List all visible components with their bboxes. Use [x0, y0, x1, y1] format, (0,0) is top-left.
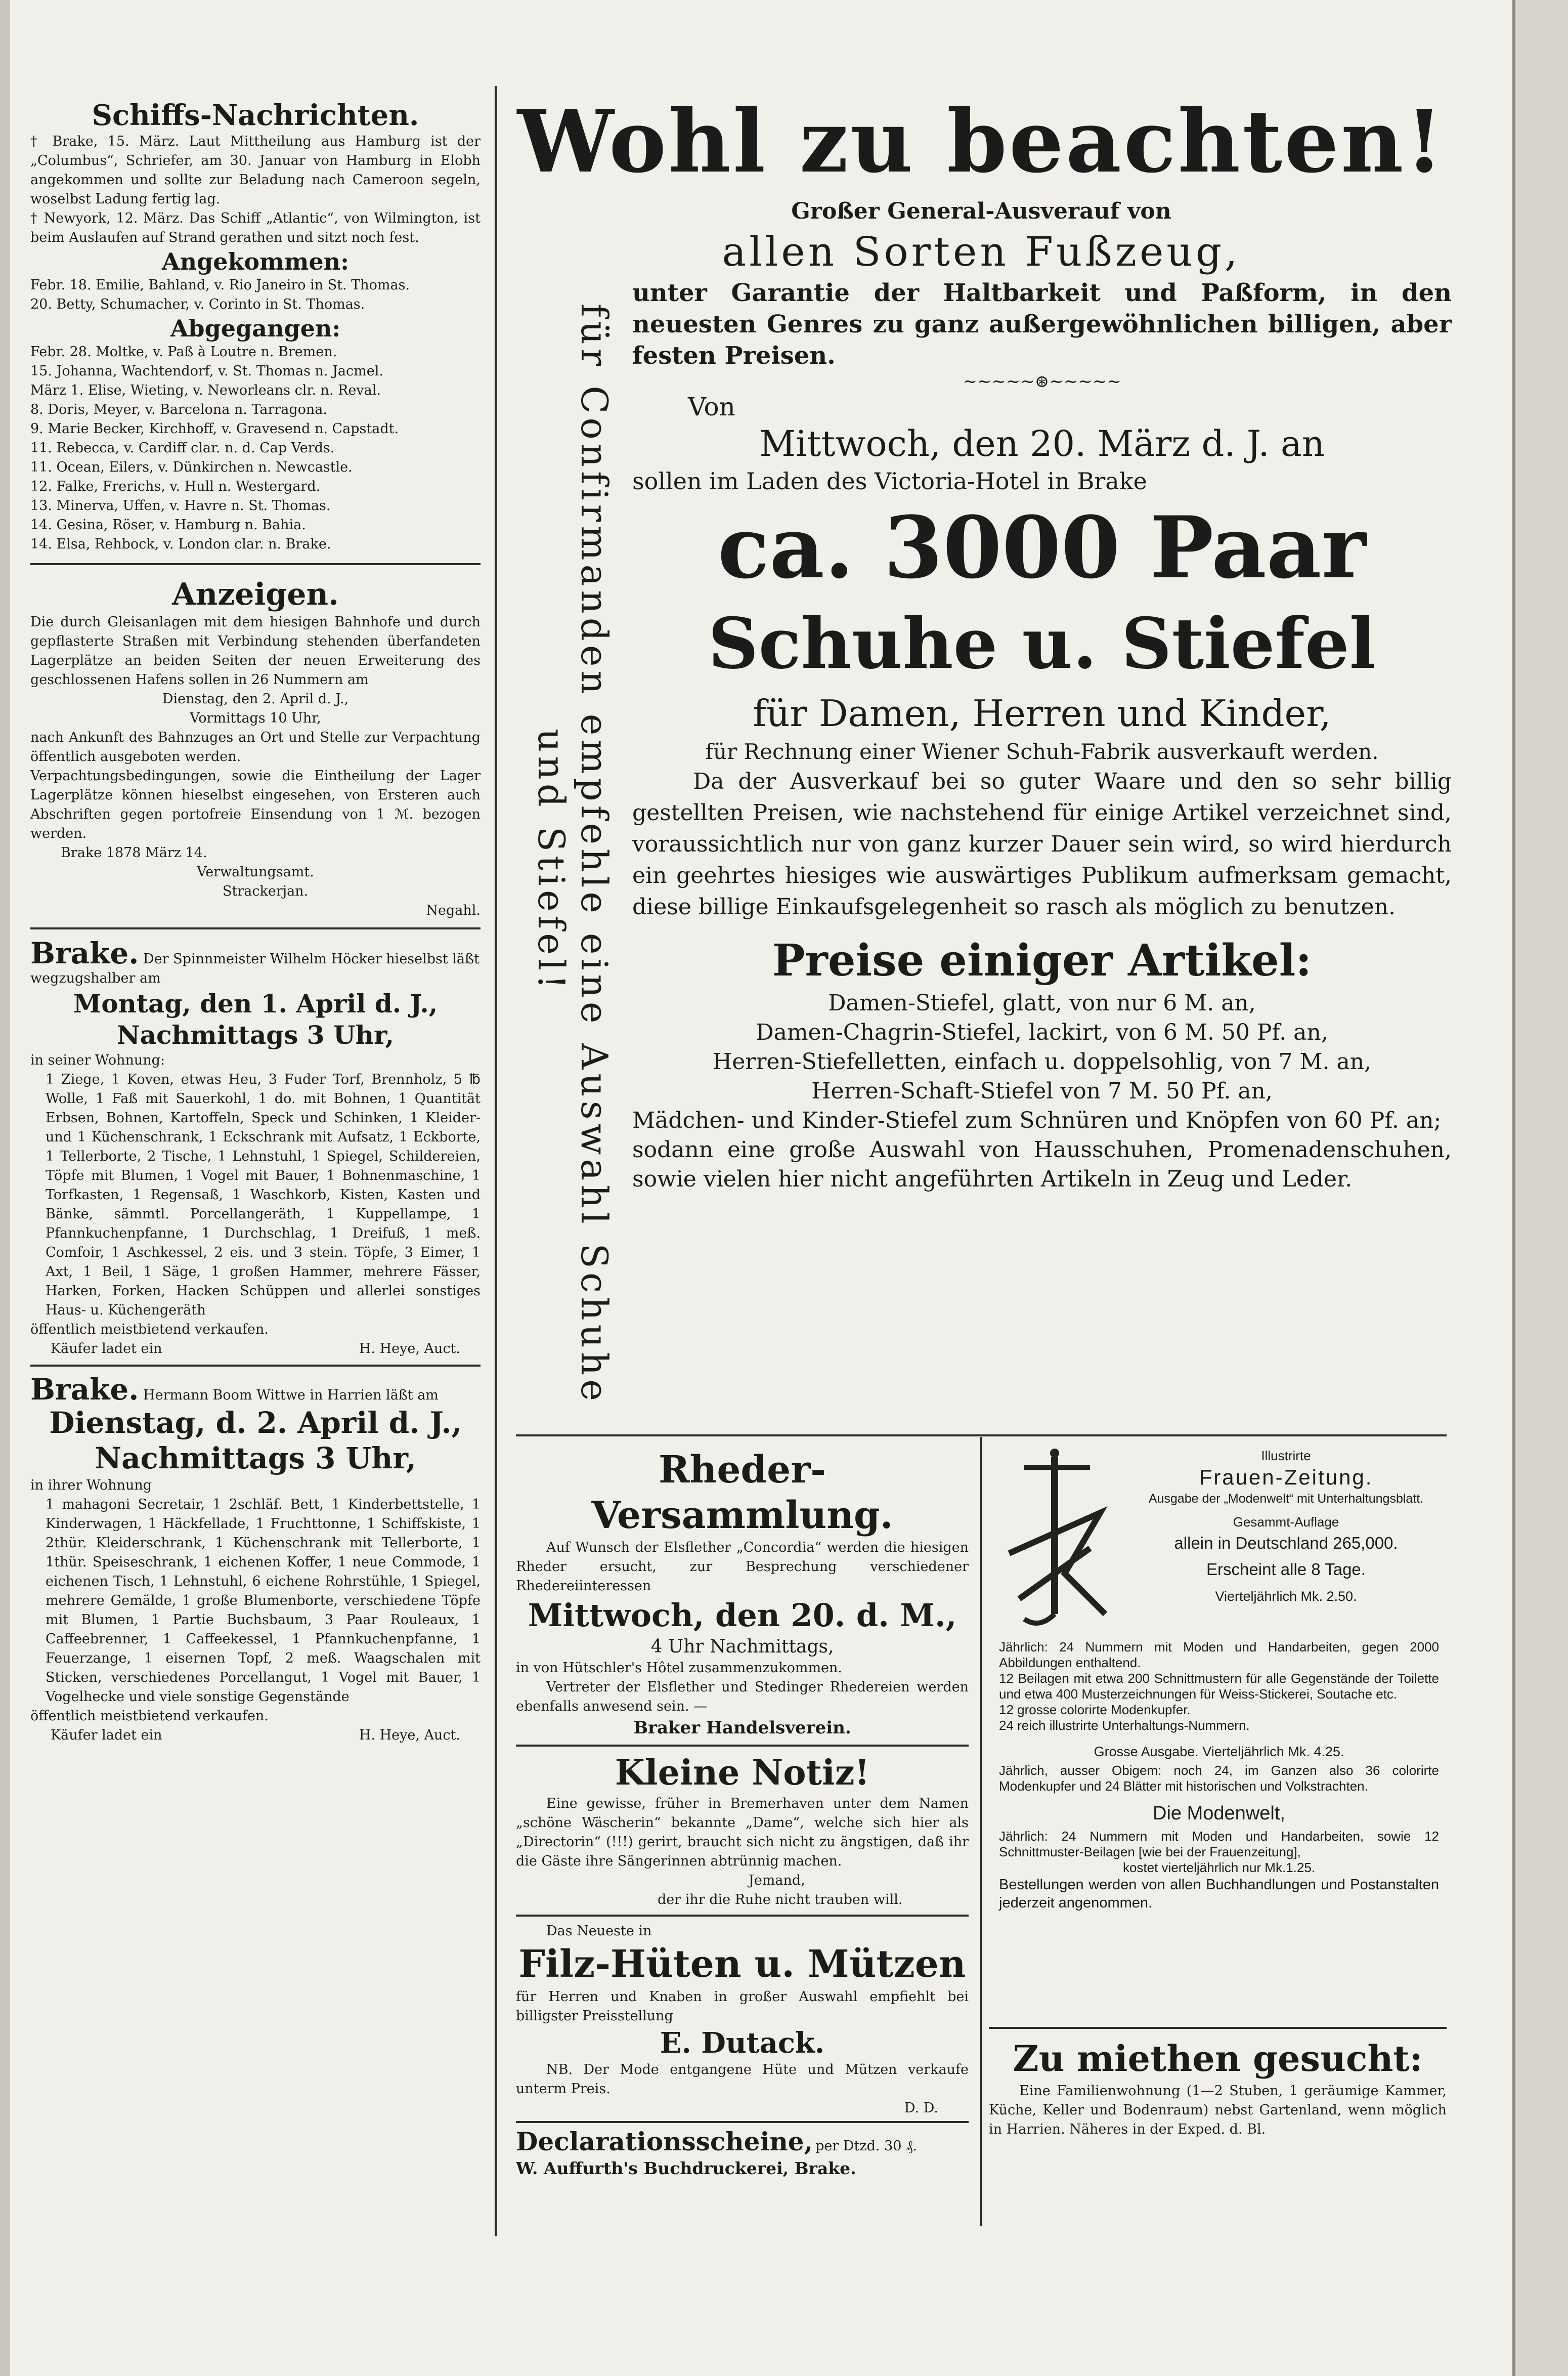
rheder-ad	[516, 1447, 969, 1739]
hats-text: für Herren und Knaben in großer Auswahl empfiehlt bei billigster Preisstellung	[516, 1989, 969, 2024]
hats-top: Das Neueste in	[546, 1923, 652, 1939]
rheder-date: Mittwoch, den 20. d. M.,	[528, 1597, 957, 1634]
page-edge	[1512, 0, 1568, 2376]
frauen-body	[999, 1639, 1439, 1912]
anzeigen-sign-2: Negahl.	[426, 903, 481, 918]
auction-2-items: 1 mahagoni Secretair, 1 2schläf. Bett, 1 Kinderbettstelle, 1 Kinderwagen, 1 Häckfellade, 1 Fruchttonne, 1 Schiffskiste, 1 2thür. Kleiderschrank, 1 Küchenschrank mit Tellerborte, 1 1thür. Speiseschrank, 1 eichenen Koffer, 1 neue Commode, 1 eichenen Tisch, 1 Lehnstuhl, 6 eichene Rohrstühle, 1 Spiegel, mehrere Gemälde, 1 große Blumenborte, verschiedene Töpfe mit Blumen, 1 Partie Buchsbaum, 3 Paar Rouleaux, 1 Caffeebrenner, 1 Caffeekessel, 1 Pfannkuchenpfanne, 1 Feuerzange, 1 eisernen Topf, 2 meß. Waagschalen mit Sticken, verschiedenes Porcellangut, 1 Vogel mit Bauer, 1 Vogelhecke und viele sonstige Gegenstände	[46, 1497, 481, 1705]
notiz-sign-1: Jemand,	[749, 1873, 805, 1888]
anzeigen-title: Anzeigen.	[172, 577, 339, 612]
ad-date: Mittwoch, den 20. März d. J. an	[759, 423, 1325, 464]
rheder-text: Auf Wunsch der Elsflether „Concordia“ werden die hiesigen Rheder ersucht, zur Besprechung verschiedener Rhedereiinteressen	[516, 1540, 969, 1594]
departed-line: 14. Elsa, Rehbock, v. London clar. n. Brake.	[30, 536, 331, 552]
hats-sign: E. Dutack.	[660, 2026, 825, 2060]
anzeigen-section	[30, 576, 481, 920]
ad-for: für Damen, Herren und Kinder,	[753, 692, 1331, 735]
auction-2-time: Nachmittags 3 Uhr,	[95, 1441, 416, 1475]
frauen-l11: 24 reich illustrirte Unterhaltungs-Nummern.	[999, 1718, 1250, 1733]
notiz-text: Eine gewisse, früher in Bremerhaven unter dem Namen „schöne Wäscherin“ bekannte „Dame“, welche sich hier als „Directorin“ (!!!) gerirt, braucht sich nicht zu ängstigen, daß ihr die Gäste ihre Sängerinnen abtrünnig machen.	[516, 1796, 969, 1869]
departed-line: 12. Falke, Frerichs, v. Hull n. Westergard.	[30, 479, 321, 494]
anzeigen-sign-1: Strackerjan.	[223, 883, 309, 899]
frauen-l2: Frauen-Zeitung.	[1199, 1465, 1373, 1489]
frauen-l14: Die Modenwelt,	[1153, 1803, 1285, 1824]
ships-news-1: † Brake, 15. März. Laut Mittheilung aus Hamburg ist der „Columbus“, Schriefer, am 30. Januar von Hamburg in Elobh angekommen und sollte zur Beladung nach Cameroon segeln, woselbst Ladung fertig lag.	[30, 134, 481, 207]
auction-2-date: Dienstag, d. 2. April d. J.,	[49, 1406, 462, 1440]
miethen-ad	[989, 2036, 1447, 2139]
price-line: Herren-Schaft-Stiefel von 7 M. 50 Pf. an,	[811, 1078, 1273, 1104]
departed-line: 14. Gesina, Röser, v. Hamburg n. Bahia.	[30, 517, 306, 533]
departed-line: 9. Marie Becker, Kirchhoff, v. Gravesend n. Capstadt.	[30, 421, 399, 437]
anzeigen-time: Vormittags 10 Uhr,	[190, 710, 321, 726]
frauen-l7: Vierteljährlich Mk. 2.50.	[1215, 1589, 1357, 1604]
frauen-l16: kostet vierteljährlich nur Mk.1.25.	[1122, 1860, 1316, 1875]
ships-news-2: † Newyork, 12. März. Das Schiff „Atlantic“, von Wilmington, ist beim Auslaufen auf Strand gerathen und sitzt noch fest.	[30, 210, 481, 245]
price-line: Damen-Chagrin-Stiefel, lackirt, von 6 M. 50 Pf. an,	[756, 1020, 1328, 1045]
middle-lower-column	[516, 1447, 969, 2226]
frauen-zeitung-ad	[989, 1447, 1447, 2019]
departed-line: 15. Johanna, Wachtendorf, v. St. Thomas n. Jacmel.	[30, 363, 383, 379]
hats-nb-sign: D. D.	[904, 2100, 938, 2116]
auction-1-footer-right: H. Heye, Auct.	[359, 1341, 460, 1356]
prices-title: Preise einiger Artikel:	[772, 935, 1312, 986]
divider	[516, 1915, 969, 1917]
auction-2-end: öffentlich meistbietend verkaufen.	[30, 1708, 269, 1724]
ad-tail: sodann eine große Auswahl von Hausschuhen, Promenadenschuhen, sowie vielen hier nicht angeführten Artikeln in Zeug und Leder.	[632, 1137, 1452, 1192]
frauen-l3: Ausgabe der „Modenwelt“ mit Unterhaltungsblatt.	[1148, 1492, 1424, 1506]
anzeigen-text: Die durch Gleisanlagen mit dem hiesigen Bahnhofe und durch gepflasterte Straßen mit Verbindung stehenden überfandeten Lagerplätze an beiden Seiten der neuen Erweiterung des geschlossenen Hafens sollen in 26 Nummern am	[30, 614, 481, 688]
divider	[989, 2027, 1447, 2029]
miethen-title: Zu miethen gesucht:	[1013, 2038, 1423, 2080]
right-lower-column	[989, 1447, 1447, 2226]
rheder-text-2: Vertreter der Elsflether und Stedinger Rhedereien werden ebenfalls anwesend sein. —	[516, 1679, 969, 1714]
auction-1-time: Nachmittags 3 Uhr,	[116, 1020, 395, 1050]
rheder-title: Rheder-Versammlung.	[591, 1448, 893, 1537]
binding-fold	[0, 0, 10, 2376]
departed-line: 11. Rebecca, v. Cardiff clar. n. d. Cap Verds.	[30, 440, 335, 456]
price-line: Mädchen- und Kinder-Stiefel zum Schnüren und Knöpfen von 60 Pf. an;	[632, 1108, 1442, 1133]
auction-1-footer	[30, 1339, 481, 1359]
ad-for-2: für Rechnung einer Wiener Schuh-Fabrik ausverkauft werden.	[705, 739, 1379, 764]
departed-title: Abgegangen:	[170, 315, 341, 342]
anzeigen-text-3: Verpachtungsbedingungen, sowie die Eintheilung der Lager Lagerplätze können hieselbst eingesehen, von Ersteren auch Abschriften gegen portofreie Einsendung von 1 ℳ. bezogen werden.	[30, 768, 481, 841]
auction-1-end: öffentlich meistbietend verkaufen.	[30, 1322, 269, 1337]
decl-price: per Dtzd. 30 ₰.	[815, 2138, 918, 2154]
auction-2-intro: Hermann Boom Wittwe in Harrien läßt am	[143, 1387, 439, 1403]
auction-1-header	[30, 938, 481, 988]
hats-nb: NB. Der Mode entgangene Hüte und Mützen verkaufe unterm Preis.	[516, 2062, 969, 2097]
divider	[516, 2121, 969, 2123]
ad-vertical-1: für Confirmanden empfehle eine Auswahl Schuhe	[573, 304, 616, 1405]
frauen-l15: Jährlich: 24 Nummern mit Moden und Handarbeiten, sowie 12 Schnittmuster-Beilagen [wie bei der Frauenzeitung],	[999, 1829, 1439, 1859]
frauen-l1: Illustrirte	[1261, 1448, 1311, 1463]
miethen-text: Eine Familienwohnung (1—2 Stuben, 1 geräumige Kammer, Küche, Keller und Bodenraum) nebst Gartenland, wenn möglich in Harrien. Näheres in der Exped. d. Bl.	[989, 2083, 1447, 2137]
arrived-line-2: 20. Betty, Schumacher, v. Corinto in St. Thomas.	[30, 296, 365, 312]
rheder-where: in von Hütschler's Hôtel zusammenzukommen.	[516, 1660, 842, 1676]
decl-line	[516, 2126, 969, 2157]
divider	[30, 927, 481, 929]
departed-line: März 1. Elise, Wieting, v. Neworleans clr. n. Reval.	[30, 383, 381, 398]
ad-vertical-2: und Stiefel!	[530, 729, 573, 993]
departed-line: Febr. 28. Moltke, v. Paß à Loutre n. Bremen.	[30, 344, 337, 360]
arrived-line-1: Febr. 18. Emilie, Bahland, v. Rio Janeiro in St. Thomas.	[30, 277, 410, 293]
price-line: Herren-Stiefelletten, einfach u. doppelsohlig, von 7 M. an,	[712, 1049, 1372, 1075]
ad-headline: Wohl zu beachten!	[517, 91, 1446, 192]
frauen-l17: Bestellungen werden von allen Buchhandlungen und Postanstalten jederzeit angenommen.	[999, 1877, 1439, 1911]
price-line: Damen-Stiefel, glatt, von nur 6 M. an,	[828, 990, 1256, 1016]
declaration-ad	[516, 2126, 969, 2180]
auction-1	[30, 938, 481, 1359]
auction-2-where: in ihrer Wohnung	[30, 1477, 152, 1493]
auction-2-place: Brake.	[30, 1372, 139, 1407]
departed-line: 13. Minerva, Uffen, v. Havre n. St. Thomas.	[30, 498, 331, 514]
ships-section	[30, 99, 481, 554]
monogram-logo	[989, 1447, 1120, 1634]
shoe-ad	[511, 91, 1452, 1432]
auction-2-footer	[30, 1726, 481, 1745]
ad-where: sollen im Laden des Victoria-Hotel in Brake	[632, 468, 1147, 495]
ad-von: Von	[688, 392, 735, 421]
auction-2	[30, 1374, 481, 1745]
hats-title: Filz-Hüten u. Mützen	[518, 1942, 966, 1986]
notiz-title: Kleine Notiz!	[615, 1753, 870, 1793]
ad-sub-2: allen Sorten Fußzeug,	[722, 228, 1241, 275]
ad-big-2: Schuhe u. Stiefel	[708, 602, 1376, 685]
anzeigen-text-2: nach Ankunft des Bahnzuges an Ort und Stelle zur Verpachtung öffentlich ausgeboten werden.	[30, 730, 481, 765]
ad-sub-1: Großer General-Ausverauf von	[791, 198, 1171, 224]
ad-sub-3: unter Garantie der Haltbarkeit und Paßform, in den neuesten Genres zu ganz außergewöhnlichen billigen, aber festen Preisen.	[632, 279, 1452, 370]
frauen-l4: Gesammt-Auflage	[1233, 1514, 1339, 1530]
frauen-l8: Jährlich: 24 Nummern mit Moden und Handarbeiten, gegen 2000 Abbildungen enthaltend.	[999, 1639, 1439, 1670]
decl-printer: W. Auffurth's Buchdruckerei, Brake.	[516, 2158, 856, 2178]
auction-1-date: Montag, den 1. April d. J.,	[73, 989, 438, 1019]
frauen-l10: 12 grosse colorirte Modenkupfer.	[999, 1702, 1191, 1717]
rheder-time: 4 Uhr Nachmittags,	[650, 1636, 834, 1657]
frauen-l6: Erscheint alle 8 Tage.	[1206, 1560, 1366, 1579]
ad-big-1: ca. 3000 Paar	[717, 497, 1367, 598]
ornament: ~~~~~⊛~~~~~	[963, 371, 1121, 392]
notiz-sign-2: der ihr die Ruhe nicht trauben will.	[658, 1892, 903, 1907]
arrived-title: Angekommen:	[161, 248, 350, 275]
departed-line: 8. Doris, Meyer, v. Barcelona n. Tarragona.	[30, 402, 327, 417]
ad-main-text	[632, 277, 1452, 1194]
auction-1-items: 1 Ziege, 1 Koven, etwas Heu, 3 Fuder Torf, Brennholz, 5 ℔ Wolle, 1 Faß mit Sauerkohl, 1 do. mit Bohnen, 1 Quantität Erbsen, Bohnen, Kartoffeln, Speck und Schinken, 1 Kleider- und 1 Küchenschrank, 1 Eckschrank mit Aufsatz, 1 Eckborte, 1 Tellerborte, 2 Tische, 1 Lehnstuhl, 1 Spiegel, Schildereien, Töpfe mit Blumen, 1 Vogel mit Bauer, 1 Bohnenmaschine, 1 Torfkasten, 1 Regensaß, 1 Waschkorb, Kisten, Kasten und Bänke, sämmtl. Porcellangeräth, 1 Kuppellampe, 1 Pfannkuchenpfanne, 1 Durchschlag, 1 Dreifuß, 1 meß. Comfoir, 1 Aschkessel, 2 eis. und 3 stein. Töpfe, 3 Eimer, 1 Axt, 1 Beil, 1 Säge, 1 großen Hammer, mehrere Fässer, Harken, Forken, Hacken Schüppen und allerlei sonstiges Haus- u. Küchengeräth	[46, 1072, 481, 1318]
anzeigen-date: Dienstag, den 2. April d. J.,	[162, 691, 349, 707]
anzeigen-place: Brake 1878 März 14.	[61, 845, 207, 861]
departed-line: 11. Ocean, Eilers, v. Dünkirchen n. Newcastle.	[30, 459, 353, 475]
column-rule	[495, 86, 497, 2236]
auction-1-intro: Der Spinnmeister Wilhelm Höcker hieselbst läßt wegzugshalber am	[30, 951, 480, 986]
frauen-l9: 12 Beilagen mit etwa 200 Schnittmustern für alle Gegenstände der Toilette und etwa 400 Musterzeichnungen für Weiss-Stickerei, Soutache etc.	[999, 1671, 1439, 1702]
anzeigen-office: Verwaltungsamt.	[197, 864, 314, 880]
notiz-ad	[516, 1752, 969, 1910]
frauen-l13: Jährlich, ausser Obigem: noch 24, im Ganzen also 36 colorirte Modenkupfer und 24 Blätter mit historischen und Volkstrachten.	[999, 1763, 1439, 1794]
divider	[516, 1745, 969, 1747]
auction-1-footer-left: Käufer ladet ein	[51, 1341, 162, 1356]
hats-ad	[516, 1922, 969, 2118]
ships-title: Schiffs-Nachrichten.	[92, 99, 419, 132]
frauen-header	[1125, 1447, 1447, 1608]
section-rule	[516, 1434, 1447, 1436]
decl-title: Declarationsscheine,	[516, 2127, 813, 2156]
divider	[30, 563, 481, 565]
page-edge-line	[1512, 0, 1515, 2376]
left-column	[30, 99, 481, 2239]
frauen-l5: allein in Deutschland 265,000.	[1174, 1534, 1398, 1552]
auction-2-footer-left: Käufer ladet ein	[51, 1727, 162, 1743]
frauen-l12: Grosse Ausgabe. Vierteljährlich Mk. 4.25.	[1094, 1744, 1344, 1759]
ad-body: Da der Ausverkauf bei so guter Waare und den so sehr billig gestellten Preisen, wie nachstehend für einige Artikel verzeichnet sind, voraussichtlich nur von ganz kurzer Dauer sein wird, so wird hierdurch ein geehrtes hiesiges wie auswärtiges Publikum aufmerksam gemacht, diese billige Einkaufsgelegenheit so rasch als möglich zu benutzen.	[632, 769, 1452, 920]
rheder-sign: Braker Handelsverein.	[633, 1718, 851, 1738]
auction-2-footer-right: H. Heye, Auct.	[359, 1727, 460, 1743]
auction-1-place: Brake.	[30, 936, 139, 970]
auction-1-where: in seiner Wohnung:	[30, 1052, 165, 1068]
auction-2-header	[30, 1374, 481, 1405]
divider	[30, 1365, 481, 1367]
column-rule-2	[980, 1437, 982, 2226]
